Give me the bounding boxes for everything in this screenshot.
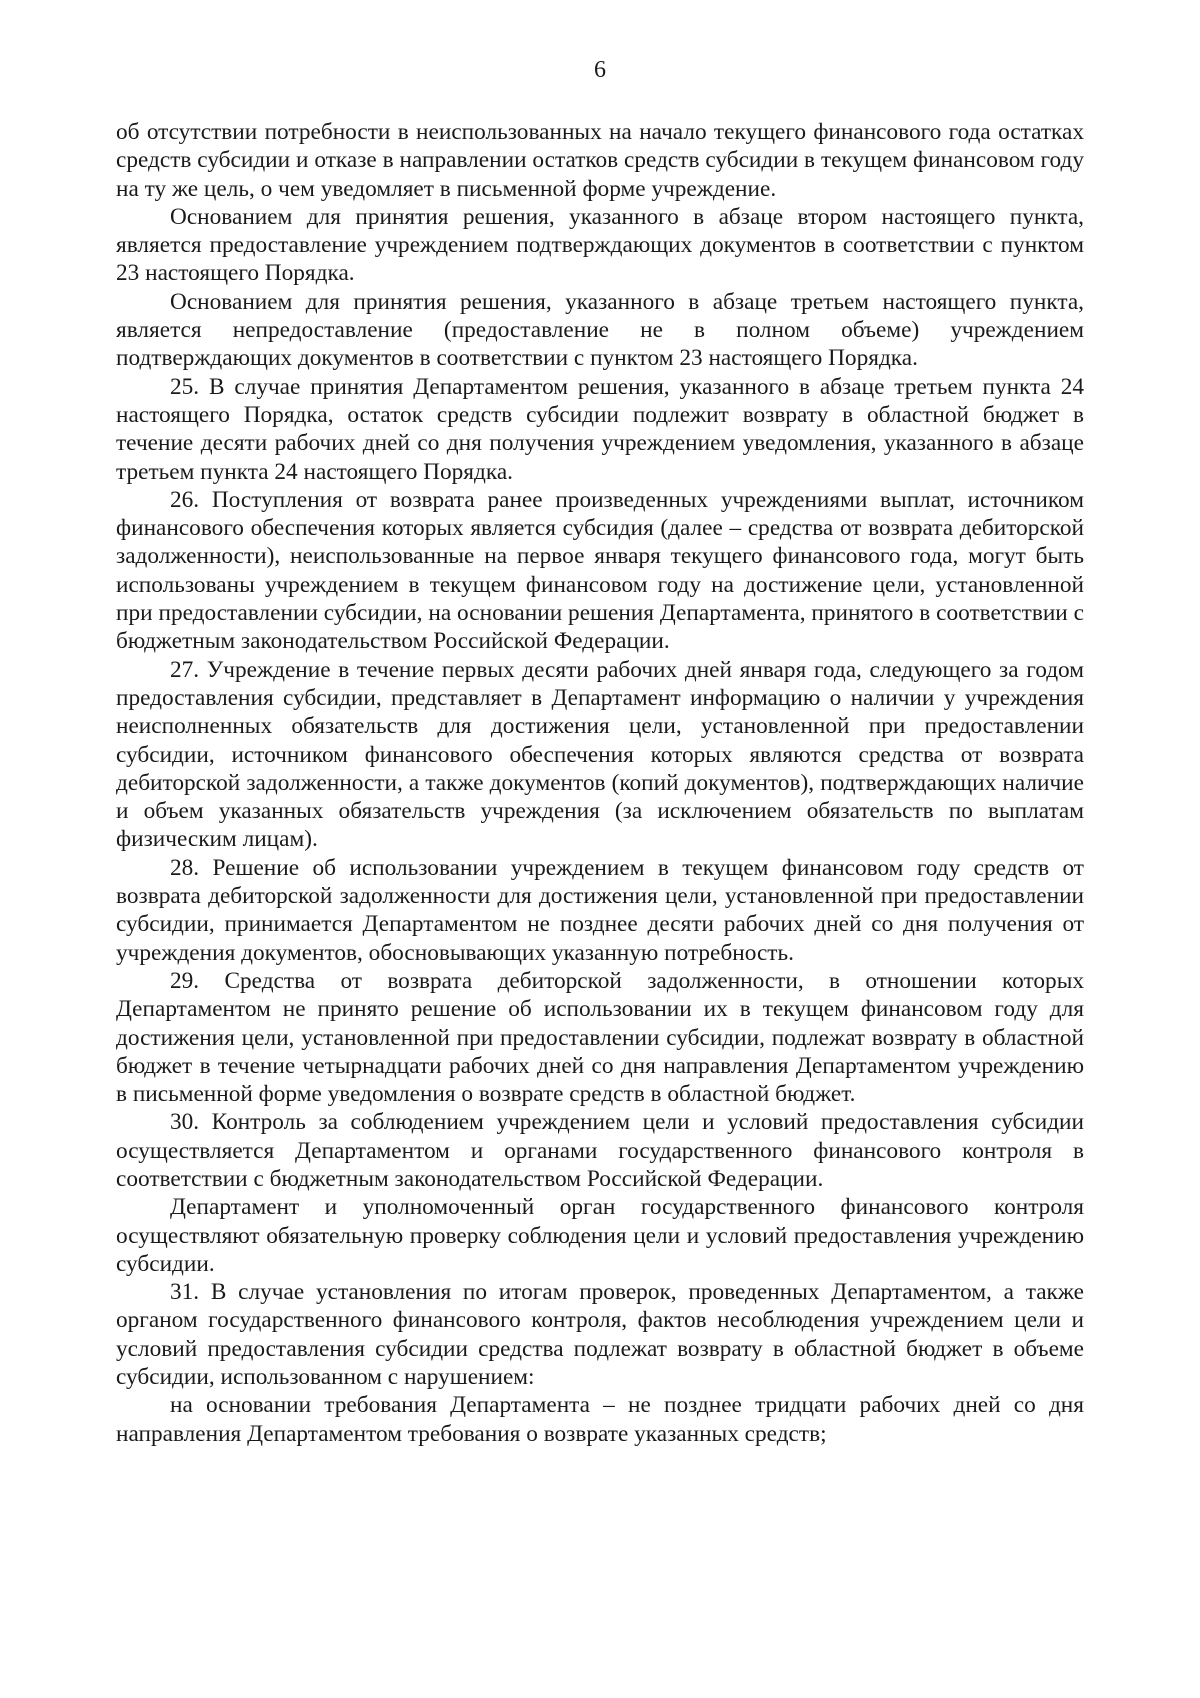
paragraph: на основании требования Департамента – не позднее тридцати рабочих дней со дня направления Департаментом требования о возврате указанных средств;	[116, 1392, 1084, 1447]
page-number: 6	[594, 57, 606, 83]
paragraph-continuation: об отсутствии потребности в неиспользованных на начало текущего финансового года остатках средств субсидии и отказе в направлении остатков средств субсидии в текущем финансовом году на ту же цель, о чем уведомляет в письменной форме учреждение.	[116, 119, 1084, 202]
document-body	[116, 118, 1084, 1448]
paragraph-clause-26: 26. Поступления от возврата ранее произведенных учреждениями выплат, источником финансового обеспечения которых является субсидия (далее – средства от возврата дебиторской задолженности), неиспользованные на первое января текущего финансового года, могут быть использованы учреждением в текущем финансовом году на достижение цели, установленной при предоставлении субсидии, на основании решения Департамента, принятого в соответствии с бюджетным законодательством Российской Федерации.	[116, 486, 1084, 655]
paragraph-clause-27: 27. Учреждение в течение первых десяти рабочих дней января года, следующего за годом предоставления субсидии, представляет в Департамент информацию о наличии у учреждения неисполненных обязательств для достижения цели, установленной при предоставлении субсидии, источником финансового обеспечения которых являются средства от возврата дебиторской задолженности, а также документов (копий документов), подтверждающих наличие и объем указанных обязательств учреждения (за исключением обязательств по выплатам физическим лицам).	[116, 656, 1084, 853]
paragraph-clause-31: 31. В случае установления по итогам проверок, проведенных Департаментом, а также органом государственного финансового контроля, фактов несоблюдения учреждением цели и условий предоставления субсидии средства подлежат возврату в областной бюджет в объеме субсидии, использованном с нарушением:	[116, 1279, 1084, 1391]
paragraph-clause-28: 28. Решение об использовании учреждением в текущем финансовом году средств от возврата дебиторской задолженности для достижения цели, установленной при предоставлении субсидии, принимается Департаментом не позднее десяти рабочих дней со дня получения от учреждения документов, обосновывающих указанную потребность.	[116, 854, 1084, 966]
paragraph: Основанием для принятия решения, указанного в абзаце втором настоящего пункта, является предоставление учреждением подтверждающих документов в соответствии с пунктом 23 настоящего Порядка.	[116, 203, 1084, 287]
paragraph-clause-29: 29. Средства от возврата дебиторской задолженности, в отношении которых Департаментом не принято решение об использовании их в текущем финансовом году для достижения цели, установленной при предоставлении субсидии, подлежат возврату в областной бюджет в течение четырнадцати рабочих дней со дня направления Департаментом учреждению в письменной форме уведомления о возврате средств в областной бюджет.	[116, 967, 1084, 1108]
paragraph: Основанием для принятия решения, указанного в абзаце третьем настоящего пункта, является непредоставление (предоставление не в полном объеме) учреждением подтверждающих документов в соответствии с пунктом 23 настоящего Порядка.	[116, 288, 1084, 372]
paragraph-clause-25: 25. В случае принятия Департаментом решения, указанного в абзаце третьем пункта 24 настоящего Порядка, остаток средств субсидии подлежит возврату в областной бюджет в течение десяти рабочих дней со дня получения учреждением уведомления, указанного в абзаце третьем пункта 24 настоящего Порядка.	[116, 373, 1084, 485]
paragraph: Департамент и уполномоченный орган государственного финансового контроля осуществляют обязательную проверку соблюдения цели и условий предоставления учреждению субсидии.	[116, 1194, 1084, 1277]
paragraph-clause-30: 30. Контроль за соблюдением учреждением цели и условий предоставления субсидии осуществляется Департаментом и органами государственного финансового контроля в соответствии с бюджетным законодательством Российской Федерации.	[116, 1109, 1084, 1192]
